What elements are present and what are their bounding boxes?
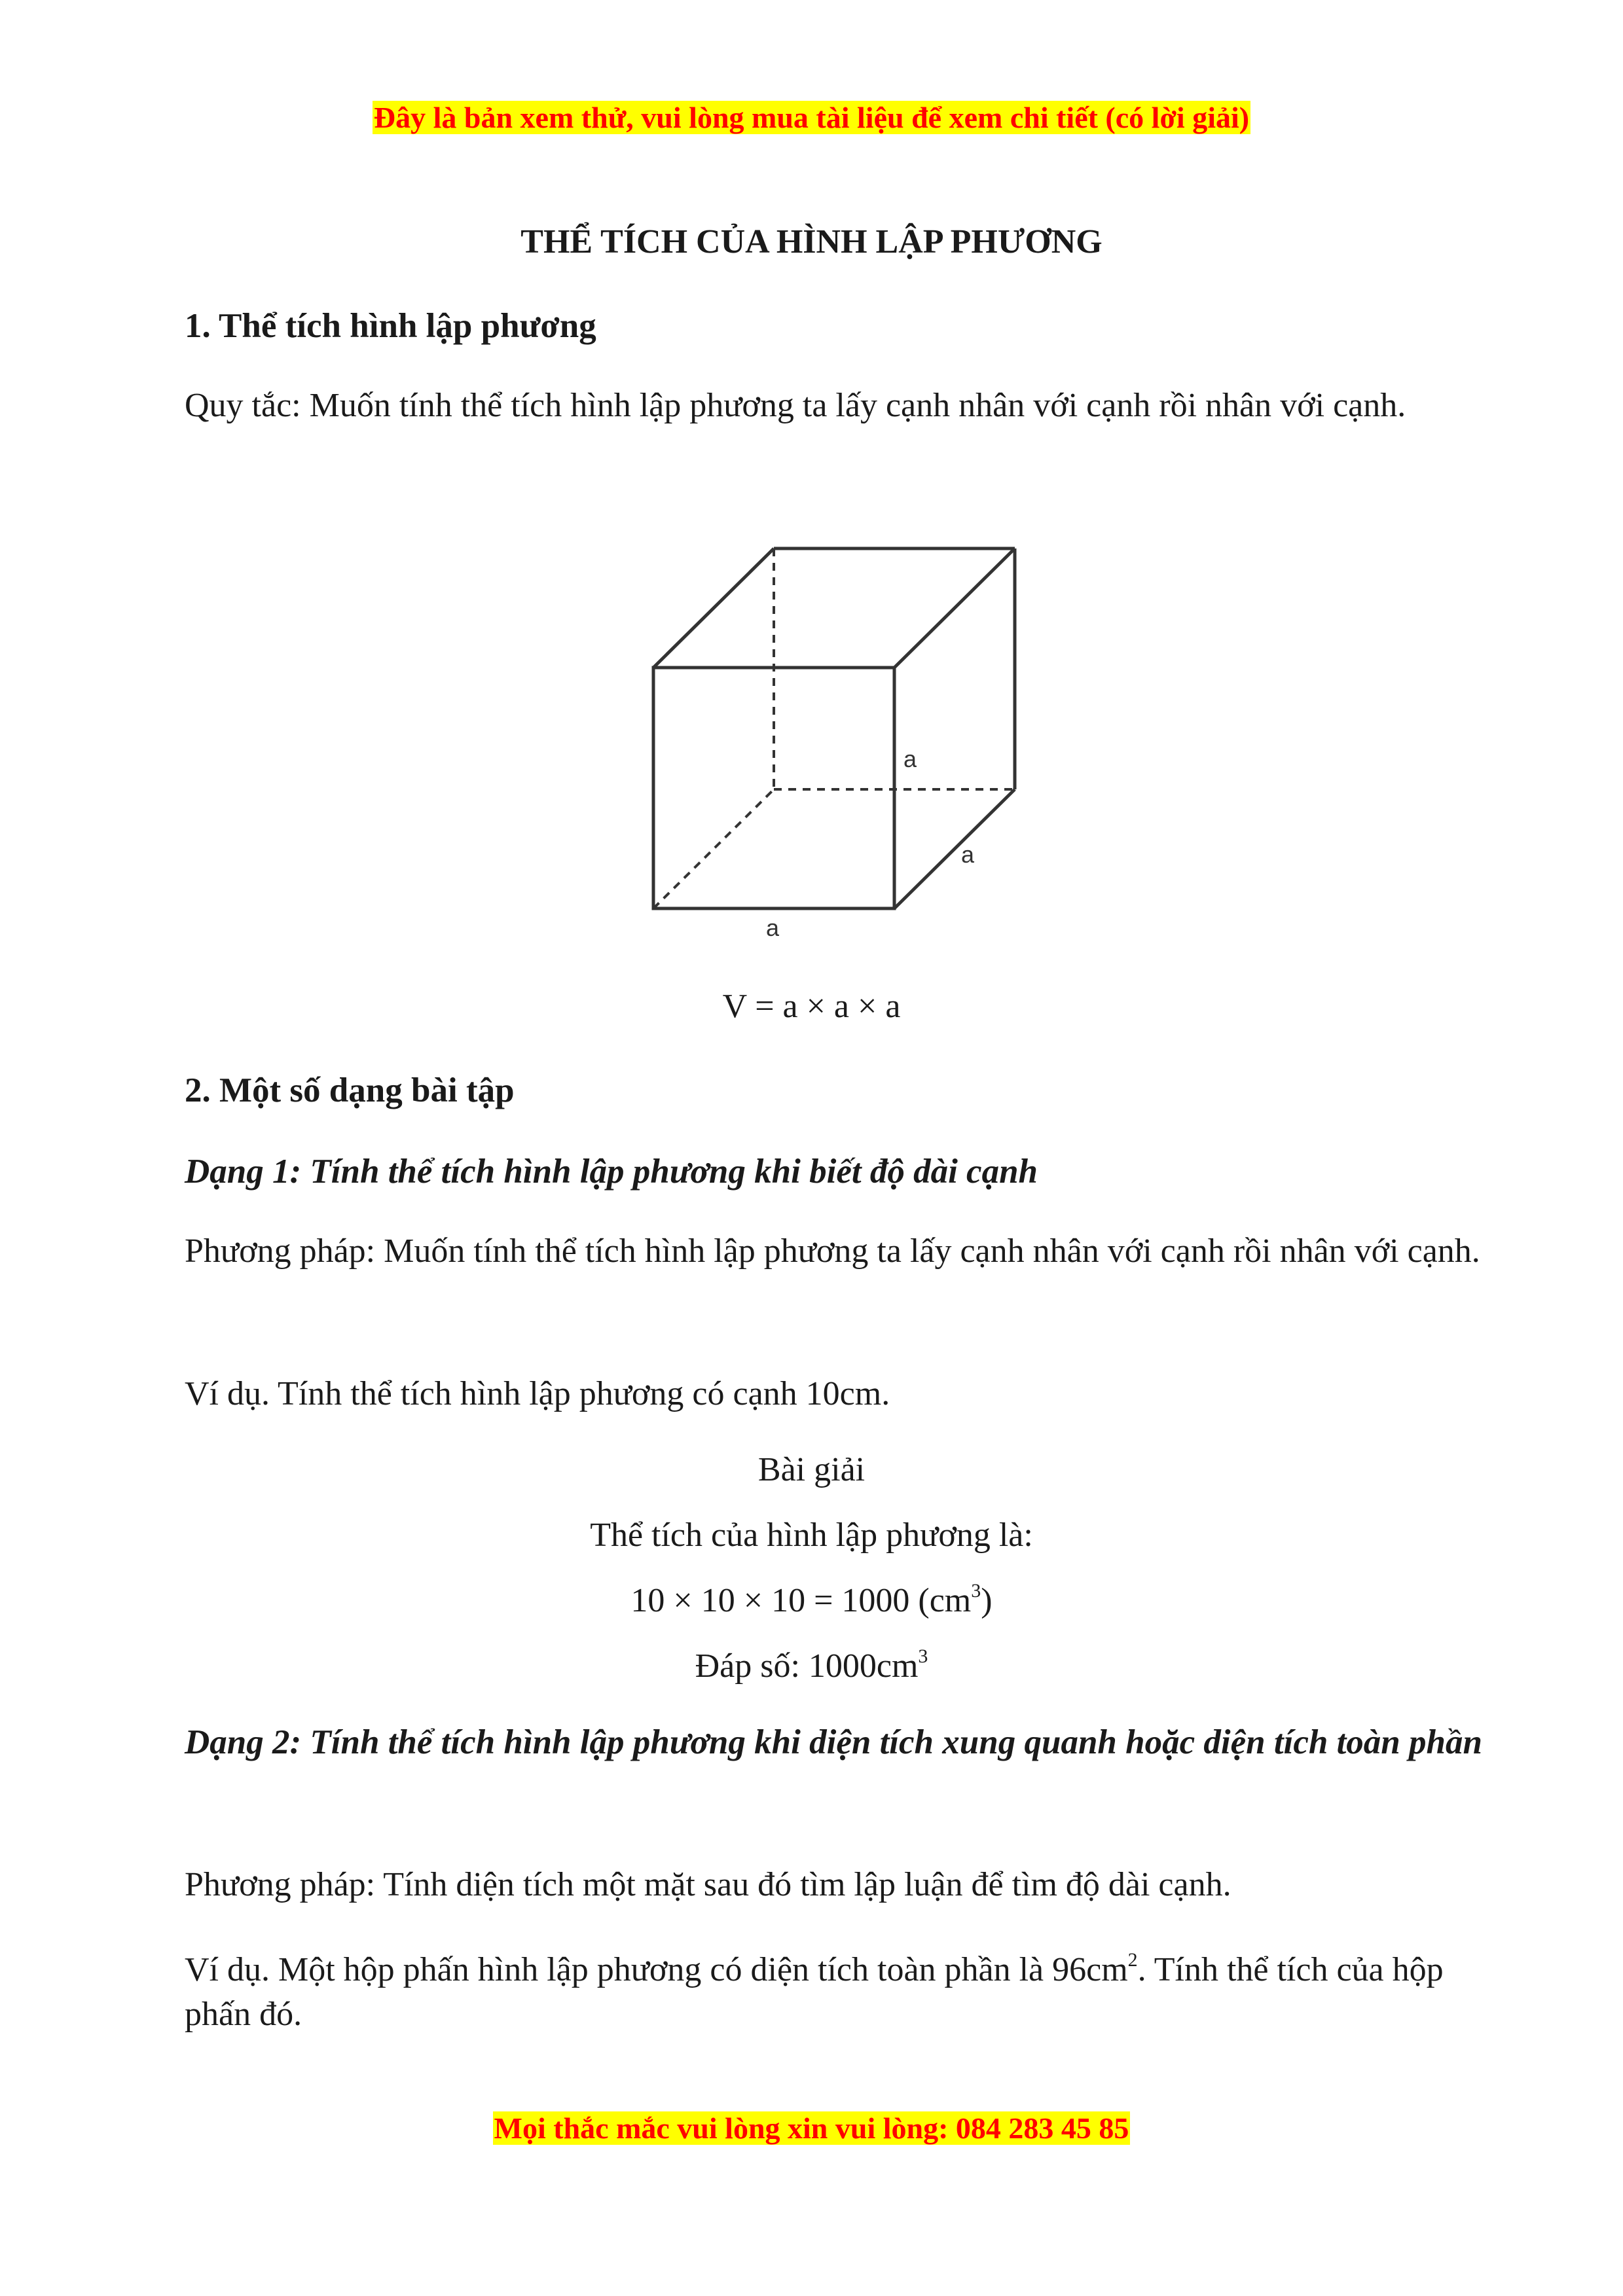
type2-example-text-end: . Tính thể tích của hộp phấn đó. — [185, 1951, 1444, 2033]
cube-label-depth: a — [961, 841, 975, 868]
solution-calc-text: 10 × 10 × 10 = 1000 (cm — [630, 1582, 972, 1619]
type2-example-superscript: 2 — [1127, 1949, 1138, 1971]
preview-notice-banner — [0, 98, 1623, 137]
type1-example: Ví dụ. Tính thể tích hình lập phương có cạnh 10cm. — [185, 1375, 890, 1412]
cube-label-width: a — [766, 914, 780, 941]
type2-method: Phương pháp: Tính diện tích một mặt sau đó tìm lập luận để tìm độ dài cạnh. — [185, 1866, 1231, 1903]
section1-heading: 1. Thể tích hình lập phương — [185, 307, 596, 345]
solution-title: Bài giải — [757, 1451, 866, 1488]
solution-calc-superscript: 3 — [971, 1580, 981, 1602]
type2-heading: Dạng 2: Tính thể tích hình lập phương khi diện tích xung quanh hoặc diện tích toàn phần — [185, 1723, 1482, 1761]
solution-line1: Thể tích của hình lập phương là: — [590, 1516, 1033, 1554]
cube-bottom-right-edge — [894, 789, 1015, 908]
cube-label-height: a — [903, 745, 917, 772]
type2-example-text: Ví dụ. Một hộp phấn hình lập phương có diện tích toàn phần là 96cm — [185, 1951, 1128, 1988]
solution-calculation — [0, 1579, 1623, 1623]
page-title: THỂ TÍCH CỦA HÌNH LẬP PHƯƠNG — [520, 223, 1103, 260]
type1-method: Phương pháp: Muốn tính thể tích hình lập phương ta lấy cạnh nhân với cạnh rồi nhân với cạnh. — [185, 1232, 1480, 1270]
cube-figure — [629, 524, 1034, 942]
answer-text: Đáp số: 1000cm — [695, 1647, 919, 1685]
contact-text: Mọi thắc mắc vui lòng xin vui lòng: 084 283 45 85 — [494, 2111, 1129, 2145]
answer-superscript: 3 — [918, 1645, 928, 1667]
contact-banner — [0, 2109, 1623, 2148]
section2-heading: 2. Một số dạng bài tập — [185, 1071, 515, 1109]
volume-formula: V = a × a × a — [722, 988, 901, 1025]
cube-hidden-diagonal-edge — [653, 789, 774, 908]
type2-example — [185, 1948, 1502, 2037]
cube-top-right-edge — [894, 548, 1015, 668]
type1-heading: Dạng 1: Tính thể tích hình lập phương khi biết độ dài cạnh — [185, 1153, 1038, 1191]
section1-rule: Quy tắc: Muốn tính thể tích hình lập phương ta lấy cạnh nhân với cạnh rồi nhân với cạnh. — [185, 387, 1406, 424]
preview-notice-text: Đây là bản xem thử, vui lòng mua tài liệu để xem chi tiết (có lời giải) — [373, 101, 1250, 134]
solution-answer — [0, 1644, 1623, 1689]
cube-top-left-edge — [653, 548, 774, 668]
solution-calc-close: ) — [981, 1582, 993, 1619]
